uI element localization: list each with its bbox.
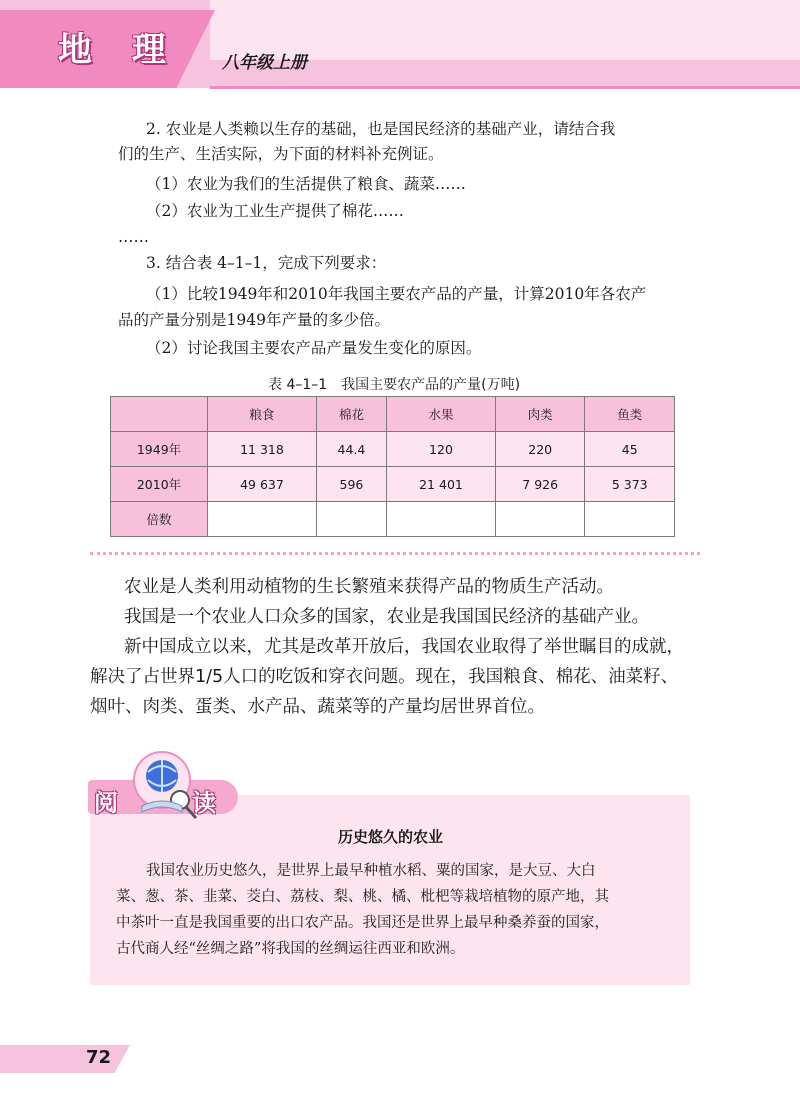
table-answer-cell[interactable] <box>208 502 317 537</box>
table-answer-cell[interactable] <box>585 502 675 537</box>
table-answer-cell[interactable] <box>316 502 386 537</box>
table-row <box>111 467 675 502</box>
q3-line1: 3. 结合表 4–1–1，完成下列要求： <box>146 254 387 272</box>
table-caption: 表 4–1–1 我国主要农产品的产量(万吨) <box>268 377 521 393</box>
table-cell: 44.4 <box>316 432 386 467</box>
q2-item2: （2）农业为工业生产提供了棉花…… <box>146 202 404 220</box>
table-cell: 21 401 <box>387 467 496 502</box>
table-col-header: 水果 <box>387 397 496 432</box>
body-para3-line3: 烟叶、肉类、蛋类、水产品、蔬菜等的产量均居世界首位。 <box>90 697 545 717</box>
q2-item1: （1）农业为我们的生活提供了粮食、蔬菜…… <box>146 175 466 193</box>
table-cell: 5 373 <box>585 467 675 502</box>
reading-line2: 菜、葱、茶、韭菜、茭白、荔枝、梨、桃、橘、枇杷等栽培植物的原产地，其 <box>116 889 609 905</box>
q2-line2: 们的生产、生活实际，为下面的材料补充例证。 <box>118 145 444 163</box>
body-para1: 农业是人类利用动植物的生长繁殖来获得产品的物质生产活动。 <box>124 577 614 597</box>
production-table <box>110 396 675 537</box>
table-header-row <box>111 397 675 432</box>
table-cell: 45 <box>585 432 675 467</box>
body-para3-line1: 新中国成立以来，尤其是改革开放后，我国农业取得了举世瞩目的成就， <box>124 637 684 657</box>
table-row <box>111 432 675 467</box>
table-row-label: 2010年 <box>111 467 208 502</box>
page-number: 72 <box>86 1047 112 1068</box>
grade-label: 八年级上册 <box>222 53 307 73</box>
reading-tab-char2: 读 <box>192 789 216 817</box>
table-col-header: 棉花 <box>316 397 386 432</box>
table-cell: 11 318 <box>208 432 317 467</box>
header-rule <box>210 86 800 89</box>
table-row <box>111 502 675 537</box>
q2-line1: 2. 农业是人类赖以生存的基础，也是国民经济的基础产业，请结合我 <box>146 120 616 138</box>
body-para2: 我国是一个农业人口众多的国家，农业是我国国民经济的基础产业。 <box>124 607 649 627</box>
reading-title: 历史悠久的农业 <box>338 828 444 846</box>
table-cell: 120 <box>387 432 496 467</box>
table-col-header: 肉类 <box>495 397 585 432</box>
table-col-header: 粮食 <box>208 397 317 432</box>
reading-line4: 古代商人经“丝绸之路”将我国的丝绸运往西亚和欧洲。 <box>116 941 465 957</box>
q3-item1-line2: 品的产量分别是1949年产量的多少倍。 <box>118 311 390 329</box>
q3-item1-line1: （1）比较1949年和2010年我国主要农产品的产量，计算2010年各农产 <box>146 285 647 303</box>
table-answer-cell[interactable] <box>387 502 496 537</box>
table-col-header: 鱼类 <box>585 397 675 432</box>
table-row-label: 倍数 <box>111 502 208 537</box>
dotted-divider <box>90 552 700 555</box>
table-corner-cell <box>111 397 208 432</box>
subject-title: 地 理 <box>58 30 180 70</box>
table-cell: 49 637 <box>208 467 317 502</box>
reading-line3: 中茶叶一直是我国重要的出口农产品。我国还是世界上最早种桑养蚕的国家， <box>116 915 609 931</box>
body-para3-line2: 解决了占世界1/5人口的吃饭和穿衣问题。现在，我国粮食、棉花、油菜籽、 <box>90 667 679 687</box>
reading-tab-char1: 阅 <box>94 789 118 817</box>
reading-line1: 我国农业历史悠久，是世界上最早种植水稻、粟的国家，是大豆、大白 <box>146 863 596 879</box>
table-row-label: 1949年 <box>111 432 208 467</box>
table-cell: 220 <box>495 432 585 467</box>
table-cell: 7 926 <box>495 467 585 502</box>
q2-more: …… <box>118 228 149 246</box>
table-cell: 596 <box>316 467 386 502</box>
q3-item2: （2）讨论我国主要农产品产量发生变化的原因。 <box>146 339 482 357</box>
table-answer-cell[interactable] <box>495 502 585 537</box>
